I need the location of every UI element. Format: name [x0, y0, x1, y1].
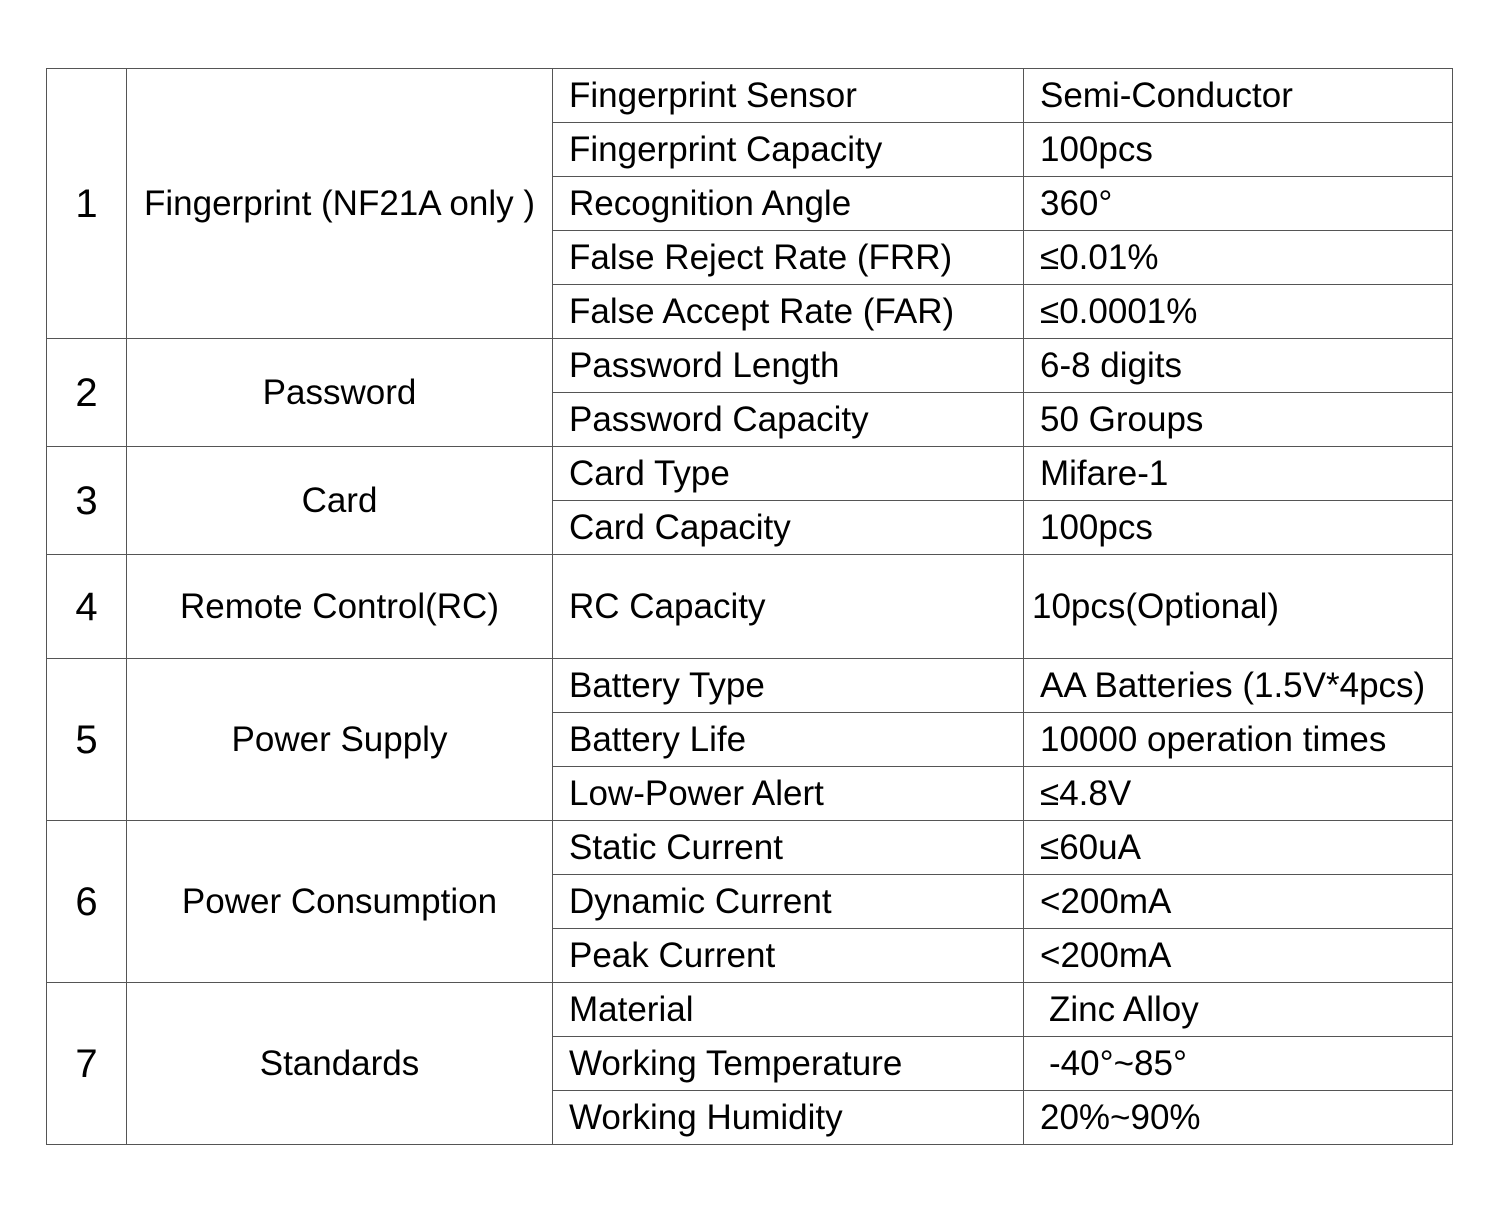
group-number-1: 1: [47, 69, 127, 339]
param-battery-life: Battery Life: [553, 713, 1024, 767]
param-password-length: Password Length: [553, 339, 1024, 393]
value-card-type: Mifare-1: [1024, 447, 1453, 501]
table-row: [47, 447, 1453, 501]
value-working-temperature: -40°~85°: [1024, 1037, 1453, 1091]
param-fingerprint-capacity: Fingerprint Capacity: [553, 123, 1024, 177]
param-static-current: Static Current: [553, 821, 1024, 875]
group-number-3: 3: [47, 447, 127, 555]
group-number-5: 5: [47, 659, 127, 821]
group-number-6: 6: [47, 821, 127, 983]
param-card-capacity: Card Capacity: [553, 501, 1024, 555]
table-row: [47, 659, 1453, 713]
group-category-power-consumption: Power Consumption: [127, 821, 553, 983]
table-row: [47, 983, 1453, 1037]
param-rc-capacity: RC Capacity: [553, 555, 1024, 659]
param-password-capacity: Password Capacity: [553, 393, 1024, 447]
param-fingerprint-sensor: Fingerprint Sensor: [553, 69, 1024, 123]
value-false-reject-rate: ≤0.01%: [1024, 231, 1453, 285]
group-category-remote-control: Remote Control(RC): [127, 555, 553, 659]
value-rc-capacity: 10pcs(Optional): [1024, 555, 1453, 659]
group-category-password: Password: [127, 339, 553, 447]
param-material: Material: [553, 983, 1024, 1037]
value-battery-life: 10000 operation times: [1024, 713, 1453, 767]
value-low-power-alert: ≤4.8V: [1024, 767, 1453, 821]
value-static-current: ≤60uA: [1024, 821, 1453, 875]
param-false-reject-rate: False Reject Rate (FRR): [553, 231, 1024, 285]
spec-table: [46, 68, 1453, 1145]
value-dynamic-current: <200mA: [1024, 875, 1453, 929]
group-category-standards: Standards: [127, 983, 553, 1145]
param-working-humidity: Working Humidity: [553, 1091, 1024, 1145]
value-working-humidity: 20%~90%: [1024, 1091, 1453, 1145]
value-false-accept-rate: ≤0.0001%: [1024, 285, 1453, 339]
param-low-power-alert: Low-Power Alert: [553, 767, 1024, 821]
param-dynamic-current: Dynamic Current: [553, 875, 1024, 929]
value-battery-type: AA Batteries (1.5V*4pcs): [1024, 659, 1453, 713]
table-row: [47, 69, 1453, 123]
param-peak-current: Peak Current: [553, 929, 1024, 983]
value-password-capacity: 50 Groups: [1024, 393, 1453, 447]
table-row: [47, 555, 1453, 659]
group-category-fingerprint: Fingerprint (NF21A only ): [127, 69, 553, 339]
value-recognition-angle: 360°: [1024, 177, 1453, 231]
param-card-type: Card Type: [553, 447, 1024, 501]
param-recognition-angle: Recognition Angle: [553, 177, 1024, 231]
table-row: [47, 821, 1453, 875]
table-row: [47, 339, 1453, 393]
value-peak-current: <200mA: [1024, 929, 1453, 983]
value-fingerprint-sensor: Semi-Conductor: [1024, 69, 1453, 123]
param-battery-type: Battery Type: [553, 659, 1024, 713]
group-number-7: 7: [47, 983, 127, 1145]
spec-table-body: [47, 69, 1453, 1145]
param-false-accept-rate: False Accept Rate (FAR): [553, 285, 1024, 339]
param-working-temperature: Working Temperature: [553, 1037, 1024, 1091]
value-password-length: 6-8 digits: [1024, 339, 1453, 393]
group-category-power-supply: Power Supply: [127, 659, 553, 821]
group-number-4: 4: [47, 555, 127, 659]
group-category-card: Card: [127, 447, 553, 555]
value-fingerprint-capacity: 100pcs: [1024, 123, 1453, 177]
group-number-2: 2: [47, 339, 127, 447]
value-material: Zinc Alloy: [1024, 983, 1453, 1037]
value-card-capacity: 100pcs: [1024, 501, 1453, 555]
